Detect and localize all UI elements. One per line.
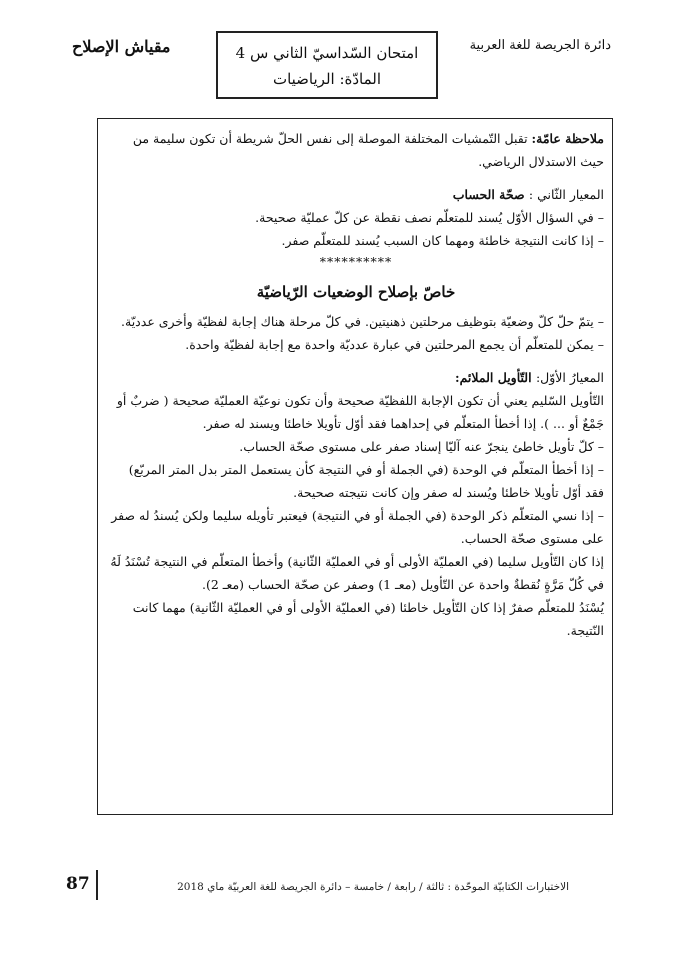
criterion2-label: المعيار الثّاني : (528, 187, 604, 202)
paragraph-3: – إذا أخطأ المتعلّم في الوحدة (في الجملة أو في النتيجة كأن يستعمل المتر بدل المتر المربّع) فقد أوّل تأويلا خاطئا ويُسند له صفر وإن كانت نتيجته صحيحة. (128, 462, 604, 500)
paragraph-6: يُسْنَدُ للمتعلّم صفرٌ إذا كان التّأويل خاطئا (في العمليّة الأولى أو في العمليّة الثّانية) مهما كانت النّتيجة. (132, 600, 604, 638)
criterion1-label: المعيارُ الأوّل: (535, 370, 604, 385)
criterion2-name: صحّة الحساب (452, 187, 529, 202)
exam-title-box (216, 31, 438, 99)
paragraph-4: – إذا نسي المتعلّم ذكر الوحدة (في الجملة أو في النتيجة) فيعتبر تأويله سليما ولكن يُسندُ له صفر على مستوى صحّة الحساب. (111, 508, 604, 546)
paragraph-5: إذا كان التّأويل سليما (في العمليّة الأولى أو في العمليّة الثّانية) وأخطأ المتعلّم في النتيجة تُسْنَدُ لَهُ في كُلّ مَرَّةٍ نُقطةٌ واحدة عن التّأويل (معـ 1) وصفر عن صحّة الحساب (معـ 2). (110, 554, 604, 592)
separator-stars: ********** (319, 254, 393, 269)
document-body (108, 127, 604, 642)
section-item-2: – يمكن للمتعلّم أن يجمع المرحلتين في عبارة عدديّة واحدة مع إجابة لفظيّة واحدة. (185, 337, 604, 352)
paragraph-1: التّأويل السّليم يعني أن تكون الإجابة اللفظيّة صحيحة وأن تكون نوعيّة العمليّة صحيحة ( ضربٌ أو جَمْعٌ أو ... ). إذا أخطأ المتعلّم في إحداهما فقد أوّل تأويلا خاطئا ويسند له صفر. (116, 393, 604, 431)
criterion1-name: التّأويل الملائم: (455, 370, 536, 385)
note-text: تقبل التّمشيات المختلفة الموصلة إلى نفس الحلّ شريطة أن تكون سليمة من حيث الاستدلال الرياضي. (132, 131, 604, 169)
footer-text: الاختبارات الكتابيّة الموحّدة : ثالثة / رابعة / خامسة – دائرة الجريصة للغة العربيّة ماي 2018 (177, 881, 569, 893)
criterion2-item-1: – في السؤال الأوّل يُسند للمتعلّم نصف نقطة عن كلّ عمليّة صحيحة. (255, 210, 604, 225)
page-number: 87 (66, 874, 90, 894)
page-number-divider (96, 870, 98, 900)
paragraph-2: – كلّ تأويل خاطئ ينجرّ عنه آليّا إسناد صفر على مستوى صحّة الحساب. (239, 439, 604, 454)
exam-subject: المادّة: الرياضيات (272, 70, 382, 88)
document-type: مقياش الإصلاح (72, 37, 171, 56)
criterion2-item-2: – إذا كانت النتيجة خاطئة ومهما كان السبب يُسند للمتعلّم صفر. (281, 233, 604, 248)
criterion2-title (108, 183, 604, 206)
general-note (108, 127, 604, 173)
section-item-1: – يتمّ حلّ كلّ وضعيّة بتوظيف مرحلتين ذهنيتين. في كلّ مرحلة هناك إجابة لفظيّة وأخرى عدديّة. (121, 314, 604, 329)
section-heading: خاصّ بإصلاح الوضعيات الرّياضيّة (256, 283, 456, 301)
note-label: ملاحظة عامّة: (531, 131, 604, 146)
school-name: دائرة الجريصة للغة العربية (469, 38, 611, 53)
criterion1-title (108, 366, 604, 389)
exam-title: امتحان السّداسيّ الثاني س 4 (235, 44, 419, 62)
